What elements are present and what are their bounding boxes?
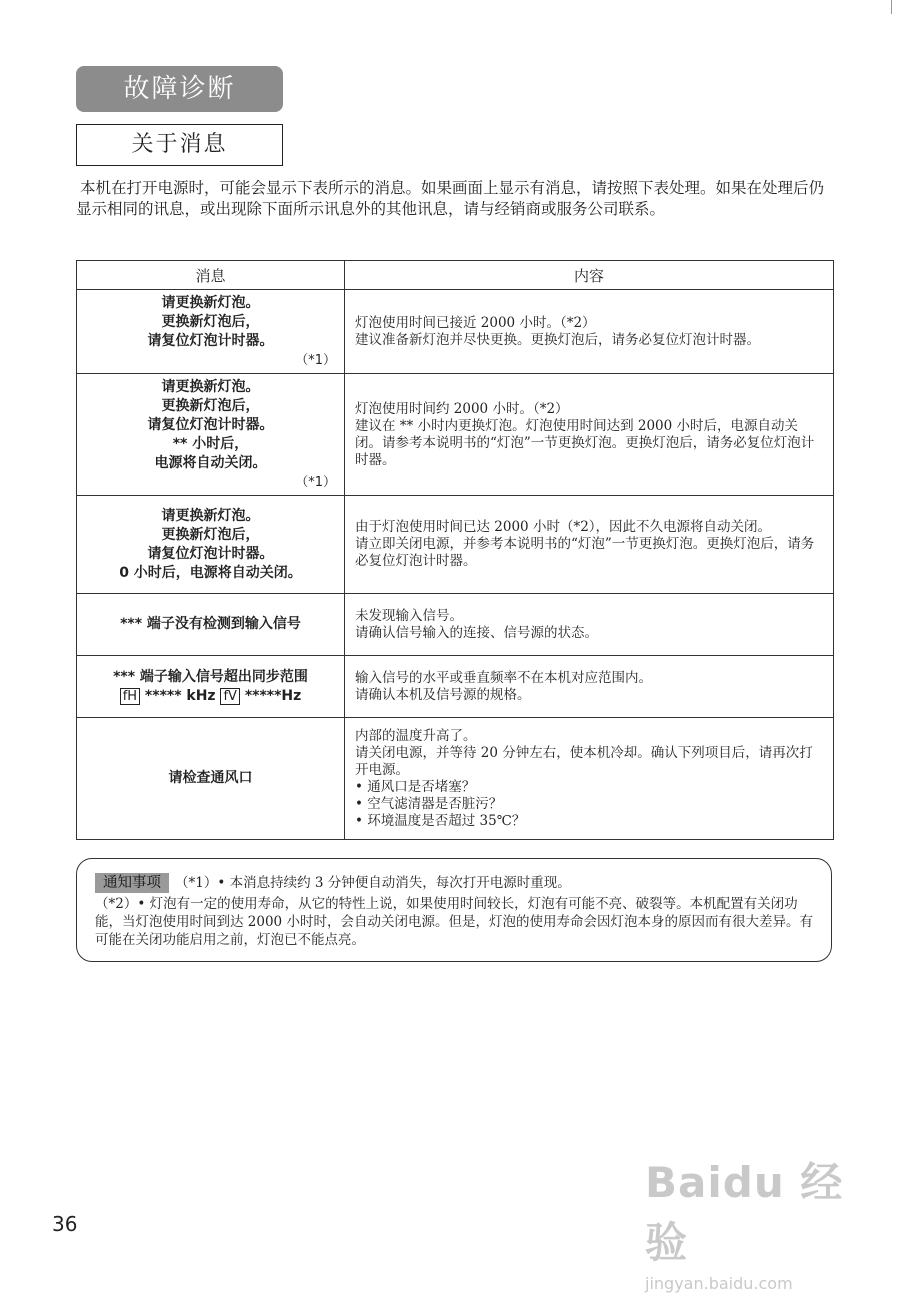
table-row (77, 594, 834, 656)
table-row (77, 656, 834, 718)
table-row (77, 374, 834, 496)
message-cell (77, 496, 345, 594)
notice-line-1 (95, 873, 817, 893)
content-cell (345, 718, 834, 840)
footnote-ref: （*1） (295, 352, 336, 368)
watermark-url: jingyan.baidu.com (645, 1274, 793, 1293)
content-cell (345, 290, 834, 374)
message-line: 请检查通风口 (168, 770, 253, 786)
table-header-row (77, 261, 834, 290)
content-line: 请立即关闭电源，并参考本说明书的“灯泡”一节更换灯泡。更换灯泡后，请务必复位灯泡计时器。 (355, 536, 815, 569)
fh-label: fH (120, 688, 140, 705)
table-row (77, 496, 834, 594)
message-line: 请更换新灯泡。 (161, 507, 260, 524)
page-number: 36 (52, 1212, 78, 1236)
message-line: 电源将自动关闭。 (154, 454, 267, 471)
notice-text-2: （*2）• 灯泡有一定的使用寿命，从它的特性上说，如果使用时间较长，灯泡有可能不亮、破裂等。本机配置有关闭功能，当灯泡使用时间到达 2000 小时时，会自动关闭电源。但是，灯泡的使用寿命会因灯泡本身的原因而有很大差异。有可能在关闭功能启用之前，灯泡已不能点亮。 (95, 896, 813, 948)
notice-box (76, 858, 832, 962)
content-line: 内部的温度升高了。 (355, 727, 477, 744)
crop-mark (891, 0, 892, 14)
content-line: 建议准备新灯泡并尽快更换。更换灯泡后，请务必复位灯泡计时器。 (355, 331, 760, 348)
message-table (76, 260, 834, 840)
message-line: *** 端子没有检测到输入信号 (120, 616, 301, 632)
content-line: 灯泡使用时间约 2000 小时。（*2） (355, 400, 569, 417)
message-line: 请更换新灯泡。 (161, 294, 260, 311)
notice-title: 通知事项 (95, 873, 169, 893)
message-line: 更换新灯泡后， (161, 526, 260, 543)
message-line: 请更换新灯泡。 (161, 378, 260, 395)
footnote-ref: （*1） (295, 474, 336, 490)
message-line: 更换新灯泡后， (161, 313, 260, 330)
fv-value: *****Hz (244, 687, 302, 704)
message-cell (77, 718, 345, 840)
message-cell (77, 374, 345, 496)
content-line: • 空气滤清器是否脏污？ (355, 795, 503, 812)
content-cell (345, 594, 834, 656)
content-line: 输入信号的水平或垂直频率不在本机对应范围内。 (355, 669, 652, 686)
message-line: 更换新灯泡后， (161, 397, 260, 414)
table-row (77, 718, 834, 840)
message-line: 0 小时后，电源将自动关闭。 (119, 564, 302, 581)
message-cell (77, 594, 345, 656)
content-line: 请确认本机及信号源的规格。 (355, 686, 531, 703)
message-line: 请复位灯泡计时器。 (147, 332, 274, 349)
fh-value: ***** kHz (144, 687, 216, 704)
message-cell (77, 656, 345, 718)
message-cell (77, 290, 345, 374)
content-line: • 通风口是否堵塞？ (355, 778, 476, 795)
content-line: 请关闭电源，并等待 20 分钟左右，使本机冷却。确认下列项目后，请再次打开电源。 (355, 744, 813, 778)
header-message: 消息 (77, 261, 345, 290)
content-line: 请确认信号输入的连接、信号源的状态。 (355, 624, 598, 641)
content-cell (345, 496, 834, 594)
table-row (77, 290, 834, 374)
content-line: • 环境温度是否超过 35℃？ (355, 812, 526, 829)
content-cell (345, 374, 834, 496)
content-cell (345, 656, 834, 718)
message-line: ** 小时后， (172, 435, 249, 452)
watermark (645, 1150, 870, 1293)
content-line: 未发现输入信号。 (355, 607, 463, 624)
watermark-logo: Baidu 经验 (645, 1158, 844, 1267)
header-content: 内容 (345, 261, 834, 290)
fv-label: fV (220, 688, 239, 705)
sub-title: 关于消息 (76, 124, 283, 166)
content-line: 灯泡使用时间已接近 2000 小时。（*2） (355, 314, 596, 331)
intro-paragraph: 本机在打开电源时，可能会显示下表所示的消息。如果画面上显示有消息，请按照下表处理。如果在处理后仍显示相同的讯息，或出现除下面所示讯息外的其他讯息，请与经销商或服务公司联系。 (76, 179, 825, 218)
message-line: *** 端子输入信号超出同步范围 (113, 668, 308, 685)
notice-text-1: （*1）• 本消息持续约 3 分钟便自动消失，每次打开电源时重现。 (175, 875, 571, 891)
section-title: 故障诊断 (76, 66, 283, 112)
frequency-line (77, 687, 344, 706)
content-line: 建议在 ** 小时内更换灯泡。灯泡使用时间达到 2000 小时后，电源自动关闭。请参考本说明书的“灯泡”一节更换灯泡。更换灯泡后，请务必复位灯泡计时器。 (355, 417, 815, 468)
message-line: 请复位灯泡计时器。 (147, 416, 274, 433)
message-line: 请复位灯泡计时器。 (147, 545, 274, 562)
content-line: 由于灯泡使用时间已达 2000 小时（*2），因此不久电源将自动关闭。 (355, 519, 772, 535)
